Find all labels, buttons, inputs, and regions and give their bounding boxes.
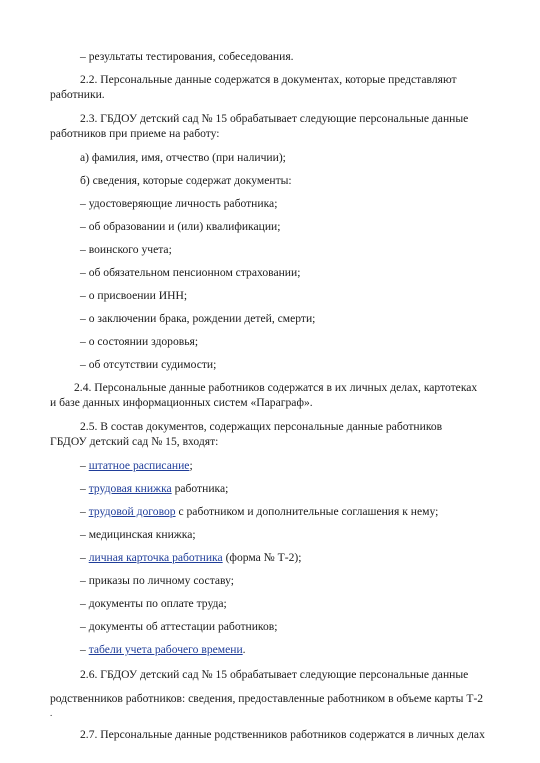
paragraph-2-5: 2.5. В состав документов, содержащих персональные данные работников ГБДОУ детский сад № 15, входят: — [50, 420, 443, 448]
doc-item: – табели учета рабочего времени. — [80, 643, 246, 656]
paragraph-2-2: 2.2. Персональные данные содержатся в документах, которые представляют работники. — [50, 73, 457, 101]
doc-item: – трудовой договор с работником и дополнительные соглашения к нему; — [80, 505, 439, 518]
paragraph-2-6-line2: родственников работников: сведения, предоставленные работником в объеме карты Т-2 — [50, 692, 484, 705]
link-personal-card[interactable]: личная карточка работника — [88, 551, 223, 564]
item-b-documents: б) сведения, которые содержат документы: — [80, 174, 292, 187]
item-a-full-name: а) фамилия, имя, отчество (при наличии); — [80, 151, 286, 164]
link-staff-schedule[interactable]: штатное расписание — [88, 459, 190, 472]
bullet-pension: – об обязательном пенсионном страховании; — [80, 266, 301, 279]
paragraph-2-6-line1: 2.6. ГБДОУ детский сад № 15 обрабатывает следующие персональные данные — [80, 668, 469, 681]
link-work-book[interactable]: трудовая книжка — [88, 482, 172, 495]
bullet-identity: – удостоверяющие личность работника; — [80, 197, 278, 210]
doc-item: – приказы по личному составу; — [80, 574, 234, 587]
bullet-inn: – о присвоении ИНН; — [80, 289, 188, 302]
doc-item: – личная карточка работника (форма № Т-2); — [80, 551, 302, 564]
bullet-marriage: – о заключении брака, рождении детей, смерти; — [80, 312, 316, 325]
doc-item: – трудовая книжка работника; — [80, 482, 229, 495]
bullet-health: – о состоянии здоровья; — [80, 335, 199, 348]
doc-item: – штатное расписание; — [80, 459, 193, 472]
bullet-test-results: – результаты тестирования, собеседования. — [80, 50, 294, 63]
paragraph-2-7-line1: 2.7. Персональные данные родственников работников содержатся в личных делах — [80, 728, 485, 741]
doc-item: – документы по оплате труда; — [80, 597, 227, 610]
stray-period: . — [50, 708, 53, 718]
paragraph-2-3: 2.3. ГБДОУ детский сад № 15 обрабатывает следующие персональные данные работников при приеме на работу: — [50, 112, 469, 140]
bullet-criminal-record: – об отсутствии судимости; — [80, 358, 217, 371]
doc-item: – документы об аттестации работников; — [80, 620, 278, 633]
link-employment-contract[interactable]: трудовой договор — [88, 505, 176, 518]
bullet-military: – воинского учета; — [80, 243, 172, 256]
link-timesheets[interactable]: табели учета рабочего времени — [88, 643, 243, 656]
doc-item: – медицинская книжка; — [80, 528, 196, 541]
paragraph-2-4: 2.4. Персональные данные работников содержатся в их личных делах, картотеках и базе данных информационных систем «Параграф». — [50, 381, 478, 409]
bullet-education: – об образовании и (или) квалификации; — [80, 220, 281, 233]
